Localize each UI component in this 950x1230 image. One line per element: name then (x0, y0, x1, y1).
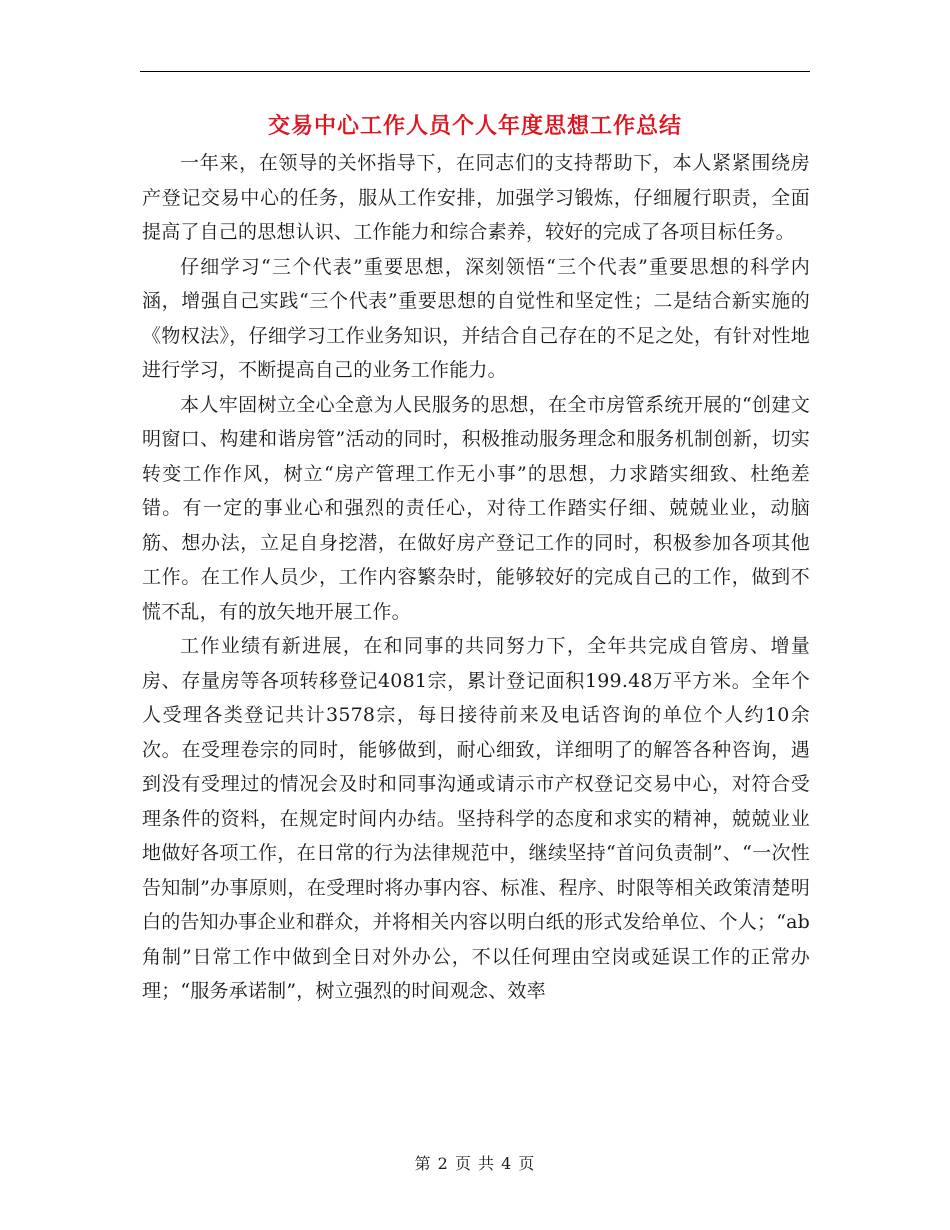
body-paragraph-1: 一年来，在领导的关怀指导下，在同志们的支持帮助下，本人紧紧围绕房产登记交易中心的任务，服从工作安排，加强学习锻炼，仔细履行职责，全面提高了自己的思想认识、工作能力和综合素养，较好的完成了各项目标任务。 (142, 152, 810, 243)
body-paragraph-2: 仔细学习“三个代表”重要思想，深刻领悟“三个代表”重要思想的科学内涵，增强自己实践“三个代表”重要思想的自觉性和坚定性；二是结合新实施的《物权法》，仔细学习工作业务知识，并结合自己存在的不足之处，有针对性地进行学习，不断提高自己的业务工作能力。 (142, 255, 810, 381)
document-title: 交易中心工作人员个人年度思想工作总结 (267, 113, 682, 139)
body-paragraph-4: 工作业绩有新进展，在和同事的共同努力下，全年共完成自管房、增量房、存量房等各项转移登记4081宗，累计登记面积199.48万平方米。全年个人受理各类登记共计3578宗，每日接待前来及电话咨询的单位个人约10余次。在受理卷宗的同时，能够做到，耐心细致，详细明了的解答各种咨询，遇到没有受理过的情况会及时和同事沟通或请示市产权登记交易中心，对符合受理条件的资料，在规定时间内办结。坚持科学的态度和求实的精神，兢兢业业地做好各项工作，在日常的行为法律规范中，继续坚持“首问负责制”、“一次性告知制”办事原则，在受理时将办事内容、标准、程序、时限等相关政策清楚明白的告知办事企业和群众，并将相关内容以明白纸的形式发给单位、个人；“ab角制”日常工作中做到全日对外办公，不以任何理由空岗或延误工作的正常办理；“服务承诺制”，树立强烈的时间观念、效率 (142, 635, 810, 1002)
header-rule (140, 71, 810, 72)
document-body (142, 146, 810, 1009)
body-paragraph-3: 本人牢固树立全心全意为人民服务的思想，在全市房管系统开展的“创建文明窗口、构建和谐房管”活动的同时，积极推动服务理念和服务机制创新，切实转变工作作风，树立“房产管理工作无小事”的思想，力求踏实细致、杜绝差错。有一定的事业心和强烈的责任心，对待工作踏实仔细、兢兢业业，动脑筋、想办法，立足自身挖潜，在做好房产登记工作的同时，积极参加各项其他工作。在工作人员少，工作内容繁杂时，能够较好的完成自己的工作，做到不慌不乱，有的放矢地开展工作。 (142, 393, 810, 623)
page-number-footer: 第 2 页 共 4 页 (414, 1154, 536, 1173)
